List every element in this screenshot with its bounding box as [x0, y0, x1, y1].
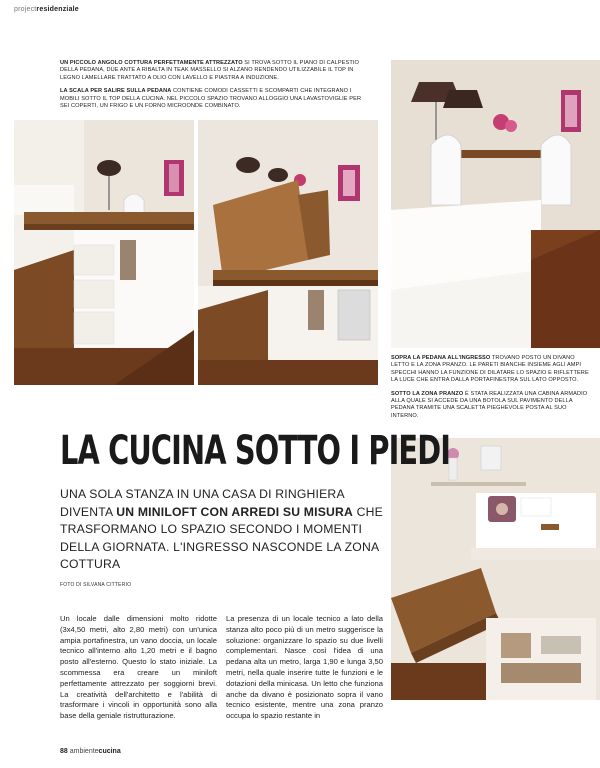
right-captions [391, 355, 591, 426]
body-column-1: Un locale dalle dimensioni molto ridotte (3x4,50 metri, alto 2,80 metri) con un'unica ampia portafinestra, un vano doccia, un locale tecnico all'interno alto 1,20 metri e il bagno posto all'esterno. Questo lo stato iniziale. La scommessa era creare un miniloft perfettamente attrezzato per soggiorni brevi. La creatività dell'architetto e l'abilità di trasformare i vincoli in opportunità sono alla base della geniale ristrutturazione. [60, 614, 217, 721]
section-prefix: project [14, 6, 37, 13]
caption-platform [391, 355, 591, 385]
section-tag [14, 6, 79, 13]
caption-lead: LA SCALA PER SALIRE SULLA PEDANA [60, 88, 172, 95]
subtitle-part2: CHE TRASFORMANO LO SPAZIO SECONDO I MOMENTI DELLA GIORNATA. L'INGRESSO NASCONDE LA ZONA COTTURA [60, 504, 383, 572]
caption-text: È STATA REALIZZATA UNA CABINA ARMADIO ALLA QUALE SI ACCEDE DA UNA BOTOLA SUL PAVIMENTO DELLA PEDANA TRAMITE UNA SCALETTA PIEGHEVOLE POSTA AL SUO INTERNO. [391, 390, 588, 419]
photo-kitchen-stairs [14, 120, 194, 385]
headline: LA CUCINA SOTTO I PIEDI [60, 428, 451, 474]
photo-bed-hatch [391, 438, 600, 700]
subtitle [60, 486, 390, 574]
top-captions [60, 60, 372, 116]
caption-lead: SOPRA LA PEDANA ALL'INGRESSO [391, 355, 491, 361]
page-number: 88 [60, 748, 68, 755]
magazine-prefix: ambiente [69, 748, 99, 755]
page-footer [60, 748, 121, 755]
caption-kitchen [60, 60, 372, 82]
body-column-2: La presenza di un locale tecnico a lato della stanza alto poco più di un metro suggerisce la soluzione: organizzare lo spazio su due livelli complementari. Nasce così l'idea di una pedana alta un metro, larga 1,90 e lunga 3,50 metri, nella quale inserire tutte le funzioni e le dotazioni della minicasa. Un letto che funziona anche da divano è posizionato sopra il vano tecnico esistente, mentre una zona pranzo occupa lo spazio restante in [226, 614, 383, 721]
caption-lead: UN PICCOLO ANGOLO COTTURA PERFETTAMENTE ATTREZZATO [60, 60, 243, 66]
section-name: residenziale [36, 6, 79, 13]
caption-lead: SOTTO LA ZONA PRANZO [391, 390, 464, 397]
caption-text: CONTIENE COMODI CASSETTI E SCOMPARTI CHE INTEGRANO I MOBILI SOTTO IL TOP DELLA CUCINA. NEL PICCOLO SPAZIO TROVANO ALLOGGIO UNA LAVASTOVIGLIE PER SEI COPERTI, UN FRIGO E UN FORNO MICROONDE COMBINATO. [60, 88, 362, 110]
magazine-name: cucina [98, 748, 121, 755]
photo-dining-platform [391, 60, 600, 348]
photo-credit: FOTO DI SILVANA CITTERIO [60, 582, 132, 588]
caption-text: SI TROVA SOTTO IL PIANO DI CALPESTIO DELLA PEDANA, DUE ANTE A RIBALTA IN TEAK MASSELLO SI ALZANO RENDENDO UTILIZZABILE IL TOP IN LEGNO LAMELLARE TRATTATO A OLIO CON LAVELLO E PIASTRA A INDUZIONE. [60, 60, 359, 81]
subtitle-bold: UN MINILOFT CON ARREDI SU MISURA [116, 504, 354, 519]
caption-stairs [60, 88, 372, 110]
caption-text: TROVANO POSTO UN DIVANO LETTO E LA ZONA PRANZO. LE PARETI BIANCHE INSIEME AGLI AMPI SPECCHI HANNO LA FUNZIONE DI DILATARE LO SPAZIO E RIFLETTERE LA LUCE CHE ENTRA DALLA PORTAFINESTRA SUL LATO OPPOSTO. [391, 355, 589, 384]
caption-dining-under [391, 391, 591, 421]
photo-kitchen-open [198, 120, 378, 385]
subtitle-part1: UNA SOLA STANZA IN UNA CASA DI RINGHIERA DIVENTA [60, 487, 345, 519]
